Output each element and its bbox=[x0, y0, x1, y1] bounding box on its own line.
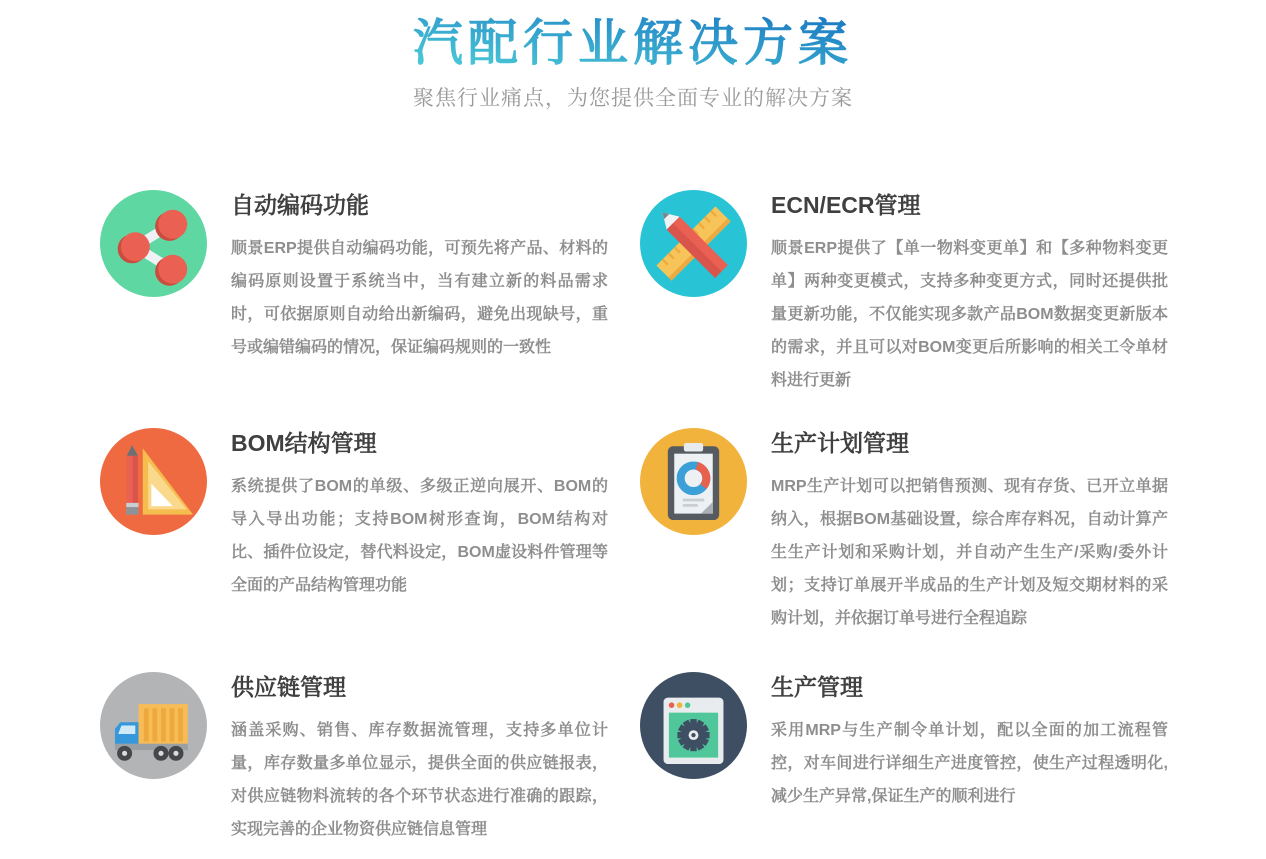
feature-text bbox=[771, 672, 1168, 813]
feature-text bbox=[771, 190, 1168, 397]
feature-text bbox=[231, 428, 608, 602]
browser-gear-icon bbox=[640, 672, 747, 779]
feature-ecn-ecr bbox=[640, 190, 1168, 428]
feature-bom-structure bbox=[100, 428, 608, 672]
feature-title: 生产管理 bbox=[771, 674, 863, 700]
pencil-ruler-icon bbox=[640, 190, 747, 297]
feature-text bbox=[231, 190, 608, 364]
feature-description: 系统提供了BOM的单级、多级正逆向展开、BOM的导入导出功能；支持BOM树形查询，BOM结构对比、插件位设定，替代料设定，BOM虚设料件管理等全面的产品结构管理功能 bbox=[231, 478, 608, 594]
feature-description: 涵盖采购、销售、库存数据流管理，支持多单位计量，库存数量多单位显示，提供全面的供应链报表，对供应链物料流转的各个环节状态进行准确的跟踪，实现完善的企业物资供应链信息管理 bbox=[231, 722, 608, 838]
feature-production-management bbox=[640, 672, 1168, 846]
feature-description: 顺景ERP提供了【单一物料变更单】和【多种物料变更单】两种变更模式，支持多种变更方式，同时还提供批量更新功能，不仅能实现多款产品BOM数据变更新版本的需求，并且可以对BOM变更后所影响的相关工令单材料进行更新 bbox=[771, 240, 1168, 389]
feature-supply-chain bbox=[100, 672, 608, 846]
clipboard-chart-icon bbox=[640, 428, 747, 535]
truck-icon bbox=[100, 672, 207, 779]
set-square-pencil-icon bbox=[100, 428, 207, 535]
feature-auto-coding bbox=[100, 190, 608, 428]
feature-text bbox=[771, 428, 1168, 635]
feature-description: 采用MRP与生产制令单计划，配以全面的加工流程管控，对车间进行详细生产进度管控，使生产过程透明化,减少生产异常,保证生产的顺利进行 bbox=[771, 722, 1168, 805]
section-header bbox=[0, 0, 1266, 112]
feature-title: BOM结构管理 bbox=[231, 430, 377, 456]
feature-title: 供应链管理 bbox=[231, 674, 346, 700]
feature-text bbox=[231, 672, 608, 846]
feature-description: 顺景ERP提供自动编码功能，可预先将产品、材料的编码原则设置于系统当中，当有建立新的料品需求时，可依据原则自动给出新编码，避免出现缺号，重号或编错编码的情况，保证编码规则的一致性 bbox=[231, 240, 608, 356]
feature-title: 自动编码功能 bbox=[231, 192, 369, 218]
page-title: 汽配行业解决方案 bbox=[413, 15, 853, 71]
feature-title: 生产计划管理 bbox=[771, 430, 909, 456]
share-nodes-icon bbox=[100, 190, 207, 297]
feature-title: ECN/ECR管理 bbox=[771, 192, 921, 218]
features-grid bbox=[100, 190, 1168, 846]
page-subtitle: 聚焦行业痛点，为您提供全面专业的解决方案 bbox=[413, 87, 853, 110]
feature-production-planning bbox=[640, 428, 1168, 672]
feature-description: MRP生产计划可以把销售预测、现有存货、已开立单据纳入，根据BOM基础设置，综合库存料况，自动计算产生生产计划和采购计划，并自动产生生产/采购/委外计划；支持订单展开半成品的生产计划及短交期材料的采购计划，并依据订单号进行全程追踪 bbox=[771, 478, 1168, 627]
